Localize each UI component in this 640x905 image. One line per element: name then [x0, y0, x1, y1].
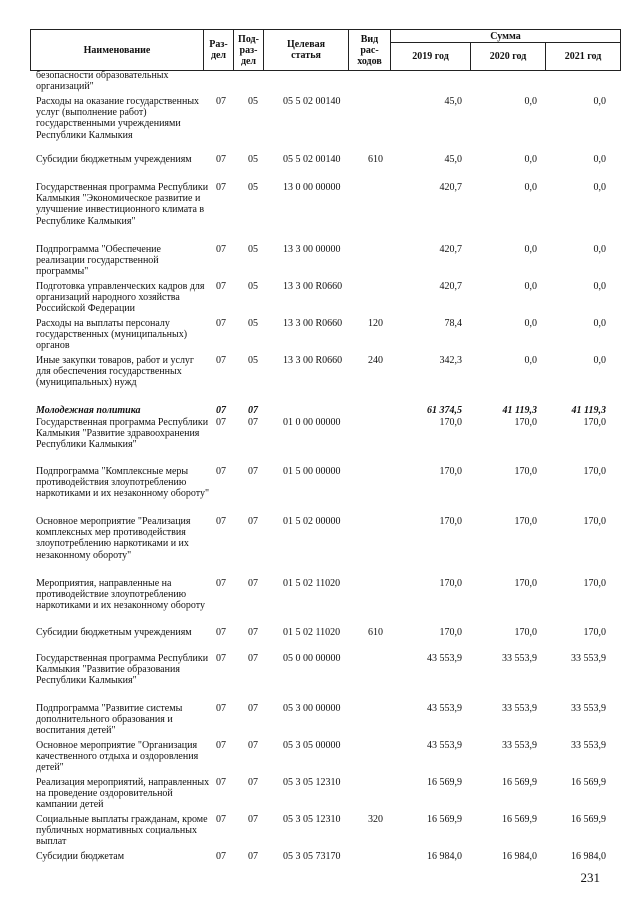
row-value-2021: 170,0: [583, 627, 606, 638]
row-code: 01 5 02 11020: [283, 578, 341, 589]
row-subsection: 05: [248, 96, 258, 107]
row-value-2021: 0,0: [593, 244, 606, 255]
header-section: Раз- дел: [204, 30, 234, 71]
row-section: 07: [216, 466, 226, 477]
row-name: Подпрограмма "Обеспечение реализации государственной программы": [36, 244, 161, 278]
row-type: 120: [368, 318, 383, 329]
row-value-2020: 0,0: [524, 182, 537, 193]
row-value-2021: 0,0: [593, 96, 606, 107]
row-section: 07: [216, 703, 226, 714]
row-subsection: 05: [248, 355, 258, 366]
row-section: 07: [216, 318, 226, 329]
row-section: 07: [216, 182, 226, 193]
row-value-2020: 170,0: [514, 578, 537, 589]
row-name: Расходы на оказание государственных услуг (выполнение работ) государственными учреждениями Республики Калмыкия: [36, 96, 200, 141]
table-header: [30, 29, 621, 71]
row-code: 01 5 00 00000: [283, 466, 341, 477]
row-subsection: 07: [248, 653, 258, 664]
row-value-2021: 170,0: [583, 578, 606, 589]
row-value-2020: 33 553,9: [502, 653, 537, 664]
header-type: Вид рас- ходов: [349, 30, 391, 71]
row-value-2019: 45,0: [444, 154, 462, 165]
row-value-2021: 0,0: [593, 154, 606, 165]
row-code: 05 5 02 00140: [283, 96, 341, 107]
row-value-2021: 0,0: [593, 182, 606, 193]
row-value-2019: 170,0: [439, 627, 462, 638]
row-code: 05 3 05 12310: [283, 814, 341, 825]
row-code: 13 3 00 R0660: [283, 281, 343, 292]
row-value-2019: 43 553,9: [427, 740, 462, 751]
row-name: Иные закупки товаров, работ и услуг для обеспечения государственных (муниципальных) нужд: [36, 355, 195, 389]
row-subsection: 05: [248, 182, 258, 193]
row-subsection: 07: [248, 578, 258, 589]
row-value-2020: 41 119,3: [502, 405, 537, 416]
row-section: 07: [216, 578, 226, 589]
row-type: 240: [368, 355, 383, 366]
row-value-2020: 0,0: [524, 244, 537, 255]
row-name: Субсидии бюджетам: [36, 851, 125, 862]
row-section: 07: [216, 851, 226, 862]
row-code: 01 5 02 00000: [283, 516, 341, 527]
row-subsection: 07: [248, 814, 258, 825]
row-section: 07: [216, 405, 226, 416]
row-name: Государственная программа Республики Калмыкия "Развитие здравоохранения Республики Калмыкия": [36, 417, 209, 451]
row-name: Основное мероприятие "Организация качественного отдыха и оздоровления детей": [36, 740, 199, 774]
row-section: 07: [216, 154, 226, 165]
row-code: 13 3 00 00000: [283, 244, 341, 255]
row-value-2021: 0,0: [593, 318, 606, 329]
row-subsection: 07: [248, 516, 258, 527]
row-value-2021: 33 553,9: [571, 653, 606, 664]
row-value-2020: 16 569,9: [502, 814, 537, 825]
row-section: 07: [216, 627, 226, 638]
row-value-2019: 43 553,9: [427, 653, 462, 664]
row-name: Мероприятия, направленные на противодействие злоупотреблению наркотиками и их незаконному обороту: [36, 578, 205, 612]
row-subsection: 07: [248, 627, 258, 638]
row-code: 05 0 00 00000: [283, 653, 341, 664]
row-section: 07: [216, 653, 226, 664]
row-subsection: 07: [248, 466, 258, 477]
row-value-2019: 61 374,5: [427, 405, 462, 416]
row-subsection: 07: [248, 703, 258, 714]
row-subsection: 05: [248, 244, 258, 255]
row-section: 07: [216, 96, 226, 107]
row-name: Субсидии бюджетным учреждениям: [36, 627, 192, 638]
row-value-2019: 78,4: [444, 318, 462, 329]
header-sum: Сумма: [391, 30, 621, 43]
row-value-2021: 0,0: [593, 281, 606, 292]
row-type: 610: [368, 627, 383, 638]
row-value-2019: 43 553,9: [427, 703, 462, 714]
row-name: Молодежная политика: [36, 405, 141, 416]
row-value-2020: 0,0: [524, 355, 537, 366]
row-section: 07: [216, 777, 226, 788]
row-section: 07: [216, 281, 226, 292]
row-value-2020: 16 569,9: [502, 777, 537, 788]
row-value-2021: 33 553,9: [571, 740, 606, 751]
row-code: 05 5 02 00140: [283, 154, 341, 165]
row-value-2021: 16 569,9: [571, 814, 606, 825]
row-value-2020: 0,0: [524, 281, 537, 292]
row-subsection: 07: [248, 417, 258, 428]
header-subsection: Под- раз- дел: [234, 30, 264, 71]
row-name: Основное мероприятие "Реализация комплексных мер противодействия злоупотреблению наркотиками и их незаконному обороту": [36, 516, 191, 561]
row-code: 01 0 00 00000: [283, 417, 341, 428]
row-value-2020: 170,0: [514, 627, 537, 638]
row-value-2019: 420,7: [439, 281, 462, 292]
row-code: 13 3 00 R0660: [283, 318, 343, 329]
row-section: 07: [216, 814, 226, 825]
row-subsection: 07: [248, 851, 258, 862]
row-code: 13 3 00 R0660: [283, 355, 343, 366]
row-section: 07: [216, 740, 226, 751]
row-name: Социальные выплаты гражданам, кроме публичных нормативных социальных выплат: [36, 814, 208, 848]
row-value-2021: 170,0: [583, 466, 606, 477]
row-subsection: 07: [248, 405, 258, 416]
row-value-2021: 170,0: [583, 516, 606, 527]
header-code: Целевая статья: [264, 30, 349, 71]
row-value-2020: 170,0: [514, 417, 537, 428]
row-value-2021: 170,0: [583, 417, 606, 428]
row-value-2021: 16 984,0: [571, 851, 606, 862]
row-code: 05 3 05 12310: [283, 777, 341, 788]
row-name: безопасности образовательных организаций": [36, 70, 169, 93]
row-type: 320: [368, 814, 383, 825]
row-subsection: 05: [248, 281, 258, 292]
row-value-2019: 170,0: [439, 578, 462, 589]
page-number: 231: [580, 870, 600, 885]
row-name: Государственная программа Республики Калмыкия "Экономическое развитие и улучшение инвестиционного климата в Республике Калмыкия": [36, 182, 209, 227]
row-name: Подпрограмма "Развитие системы дополнительного образования и воспитания детей": [36, 703, 183, 737]
row-value-2020: 170,0: [514, 466, 537, 477]
row-code: 01 5 02 11020: [283, 627, 341, 638]
row-value-2020: 0,0: [524, 318, 537, 329]
row-value-2019: 170,0: [439, 466, 462, 477]
row-value-2020: 33 553,9: [502, 703, 537, 714]
row-name: Подпрограмма "Комплексные меры противодействия злоупотреблению наркотиками и их незаконному обороту": [36, 466, 210, 500]
row-subsection: 07: [248, 777, 258, 788]
row-section: 07: [216, 355, 226, 366]
row-value-2019: 342,3: [439, 355, 462, 366]
row-name: Реализация мероприятий, направленных на проведение оздоровительной кампании детей: [36, 777, 210, 811]
row-code: 05 3 05 00000: [283, 740, 341, 751]
row-subsection: 05: [248, 318, 258, 329]
row-value-2019: 16 569,9: [427, 814, 462, 825]
row-value-2019: 16 984,0: [427, 851, 462, 862]
header-2021: 2021 год: [546, 43, 621, 71]
row-section: 07: [216, 244, 226, 255]
row-value-2019: 170,0: [439, 516, 462, 527]
row-subsection: 05: [248, 154, 258, 165]
row-code: 05 3 05 73170: [283, 851, 341, 862]
header-2020: 2020 год: [471, 43, 546, 71]
row-code: 05 3 00 00000: [283, 703, 341, 714]
row-value-2020: 16 984,0: [502, 851, 537, 862]
row-value-2021: 33 553,9: [571, 703, 606, 714]
row-value-2019: 45,0: [444, 96, 462, 107]
row-value-2020: 170,0: [514, 516, 537, 527]
row-name: Расходы на выплаты персоналу государственных (муниципальных) органов: [36, 318, 188, 352]
row-value-2020: 33 553,9: [502, 740, 537, 751]
header-2019: 2019 год: [391, 43, 471, 71]
row-value-2019: 420,7: [439, 244, 462, 255]
row-value-2019: 170,0: [439, 417, 462, 428]
row-value-2021: 0,0: [593, 355, 606, 366]
row-name: Подготовка управленческих кадров для организаций народного хозяйства Российской Федерации: [36, 281, 205, 315]
row-name: Государственная программа Республики Калмыкия "Развитие образования Республики Калмыкия": [36, 653, 209, 687]
row-value-2021: 16 569,9: [571, 777, 606, 788]
row-section: 07: [216, 516, 226, 527]
row-type: 610: [368, 154, 383, 165]
header-name: Наименование: [31, 30, 204, 71]
row-value-2020: 0,0: [524, 96, 537, 107]
row-value-2020: 0,0: [524, 154, 537, 165]
row-subsection: 07: [248, 740, 258, 751]
row-section: 07: [216, 417, 226, 428]
row-name: Субсидии бюджетным учреждениям: [36, 154, 192, 165]
row-value-2021: 41 119,3: [571, 405, 606, 416]
row-value-2019: 420,7: [439, 182, 462, 193]
row-value-2019: 16 569,9: [427, 777, 462, 788]
row-code: 13 0 00 00000: [283, 182, 341, 193]
